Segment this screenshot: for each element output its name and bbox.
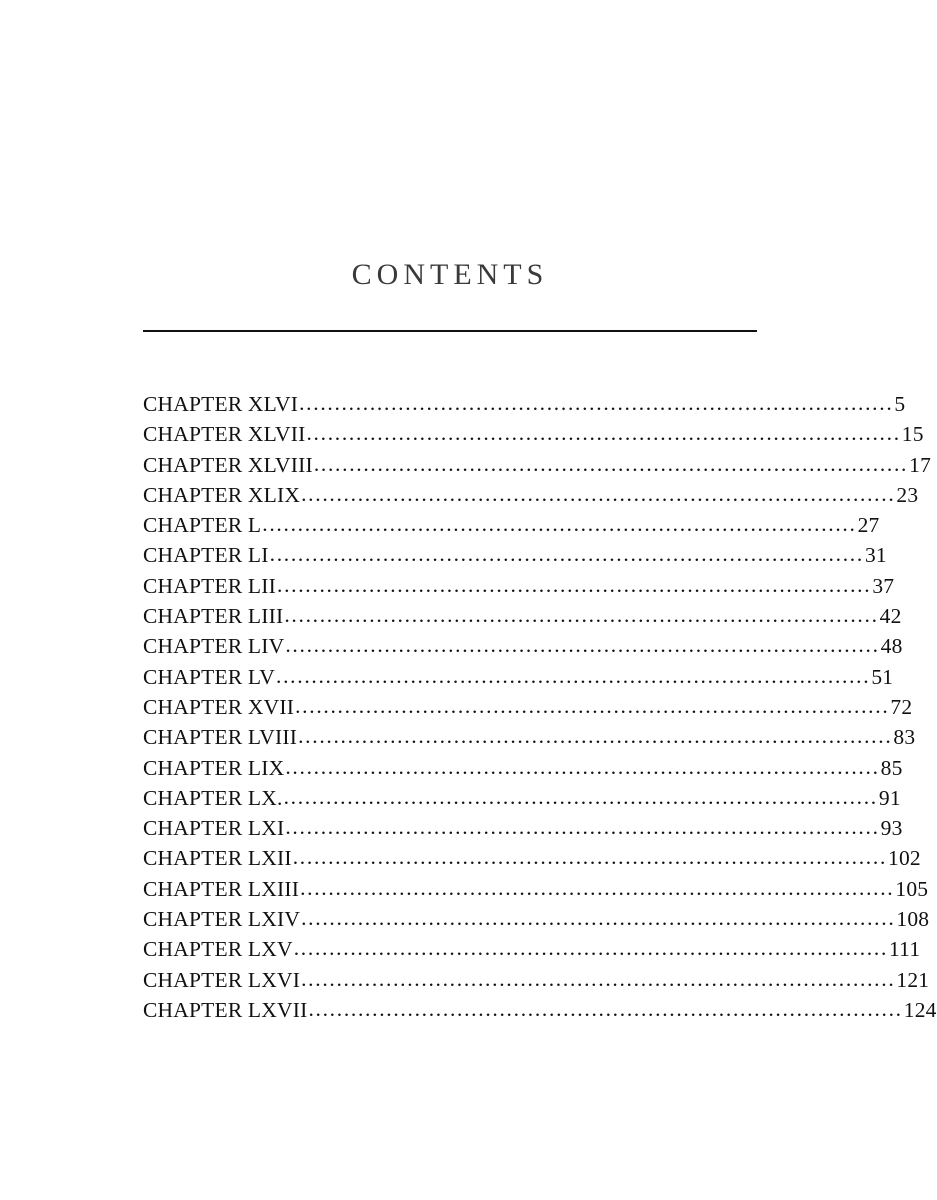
toc-entry-label: CHAPTER LIV xyxy=(143,634,285,659)
toc-entry-page-number: 42 xyxy=(879,604,902,629)
toc-entry-page-number: 108 xyxy=(896,907,930,932)
toc-dot-leader: .................................................................................... xyxy=(306,421,901,446)
toc-dot-leader: .................................................................................... xyxy=(292,845,888,870)
table-of-contents-list xyxy=(143,389,937,1025)
toc-entry[interactable] xyxy=(143,753,903,783)
toc-entry-label: CHAPTER XLVIII xyxy=(143,452,313,477)
toc-dot-leader: .................................................................................... xyxy=(300,875,895,900)
toc-entry[interactable] xyxy=(143,510,880,540)
toc-dot-leader: .................................................................................... xyxy=(285,754,880,779)
toc-entry-page-number: 51 xyxy=(871,664,894,689)
toc-entry-page-number: 15 xyxy=(901,422,924,447)
toc-entry[interactable] xyxy=(143,601,902,631)
toc-entry[interactable] xyxy=(143,662,894,692)
toc-dot-leader: .................................................................................... xyxy=(313,451,909,476)
toc-dot-leader: .................................................................................... xyxy=(299,391,894,415)
toc-entry-page-number: 121 xyxy=(896,967,930,992)
toc-entry-label: CHAPTER LX. xyxy=(143,785,283,810)
toc-entry-label: CHAPTER XLVII xyxy=(143,422,306,447)
toc-entry-label: CHAPTER LXII xyxy=(143,846,292,871)
toc-entry-page-number: 27 xyxy=(857,513,880,538)
toc-dot-leader: .................................................................................... xyxy=(293,936,889,961)
toc-dot-leader: .................................................................................... xyxy=(269,542,864,567)
toc-entry-page-number: 83 xyxy=(893,725,916,750)
toc-dot-leader: .................................................................................... xyxy=(301,906,896,931)
toc-dot-leader: .................................................................................... xyxy=(301,966,896,991)
toc-entry[interactable] xyxy=(143,450,932,480)
toc-entry[interactable] xyxy=(143,571,895,601)
toc-entry[interactable] xyxy=(143,631,903,661)
toc-entry[interactable] xyxy=(143,480,919,510)
toc-entry[interactable] xyxy=(143,813,903,843)
toc-entry-label: CHAPTER XVII xyxy=(143,694,295,719)
toc-dot-leader: .................................................................................... xyxy=(285,633,880,658)
toc-entry[interactable] xyxy=(143,389,906,419)
toc-entry[interactable] xyxy=(143,692,913,722)
toc-dot-leader: .................................................................................... xyxy=(301,481,896,506)
toc-entry-page-number: 23 xyxy=(896,482,919,507)
toc-dot-leader: .................................................................................... xyxy=(295,693,890,718)
toc-entry-label: CHAPTER LIX xyxy=(143,755,285,780)
toc-dot-leader: .................................................................................... xyxy=(284,603,879,628)
toc-entry-label: CHAPTER LXV xyxy=(143,937,293,962)
toc-entry-page-number: 85 xyxy=(880,755,903,780)
toc-entry-page-number: 31 xyxy=(864,543,887,568)
toc-entry-page-number: 93 xyxy=(880,816,903,841)
toc-entry[interactable] xyxy=(143,843,921,873)
toc-dot-leader: .................................................................................... xyxy=(277,572,872,597)
toc-entry-page-number: 105 xyxy=(895,876,929,901)
toc-entry-label: CHAPTER XLVI xyxy=(143,392,299,416)
toc-entry-page-number: 17 xyxy=(909,452,932,477)
page-title: CONTENTS xyxy=(351,258,549,291)
toc-entry-label: CHAPTER LII xyxy=(143,573,276,598)
toc-entry-label: CHAPTER XLIX xyxy=(143,482,301,507)
toc-entry[interactable] xyxy=(143,965,930,995)
title-divider xyxy=(143,330,757,332)
toc-entry-page-number: 37 xyxy=(872,573,895,598)
toc-entry-page-number: 48 xyxy=(880,634,903,659)
toc-entry[interactable] xyxy=(143,540,887,570)
toc-entry[interactable] xyxy=(143,995,937,1025)
toc-entry-label: CHAPTER LXVI xyxy=(143,967,301,992)
toc-entry-page-number: 111 xyxy=(889,937,921,962)
toc-entry[interactable] xyxy=(143,783,901,813)
toc-dot-leader: .................................................................................... xyxy=(276,663,871,688)
toc-entry-label: CHAPTER LVIII xyxy=(143,725,298,750)
toc-entry-page-number: 124 xyxy=(903,997,937,1022)
toc-entry-label: CHAPTER LI xyxy=(143,543,269,568)
toc-entry-page-number: 91 xyxy=(878,785,901,810)
toc-entry-page-number: 72 xyxy=(890,694,913,719)
toc-dot-leader: .................................................................................... xyxy=(285,815,880,840)
toc-entry-label: CHAPTER LXVII xyxy=(143,997,308,1022)
toc-entry[interactable] xyxy=(143,722,916,752)
toc-dot-leader: .................................................................................... xyxy=(283,784,878,809)
toc-entry-label: CHAPTER LIII xyxy=(143,604,284,629)
toc-entry[interactable] xyxy=(143,874,929,904)
toc-dot-leader: .................................................................................... xyxy=(262,512,857,537)
toc-entry-label: CHAPTER LXIV xyxy=(143,907,301,932)
toc-entry-label: CHAPTER L xyxy=(143,513,262,538)
toc-dot-leader: .................................................................................... xyxy=(298,724,893,749)
toc-entry[interactable] xyxy=(143,419,924,449)
toc-entry-label: CHAPTER LXI xyxy=(143,816,285,841)
toc-entry-label: CHAPTER LV xyxy=(143,664,276,689)
toc-entry[interactable] xyxy=(143,934,921,964)
toc-entry[interactable] xyxy=(143,904,930,934)
toc-dot-leader: .................................................................................... xyxy=(308,996,903,1021)
toc-entry-page-number: 5 xyxy=(894,392,906,416)
toc-entry-label: CHAPTER LXIII xyxy=(143,876,300,901)
toc-entry-page-number: 102 xyxy=(888,846,921,871)
